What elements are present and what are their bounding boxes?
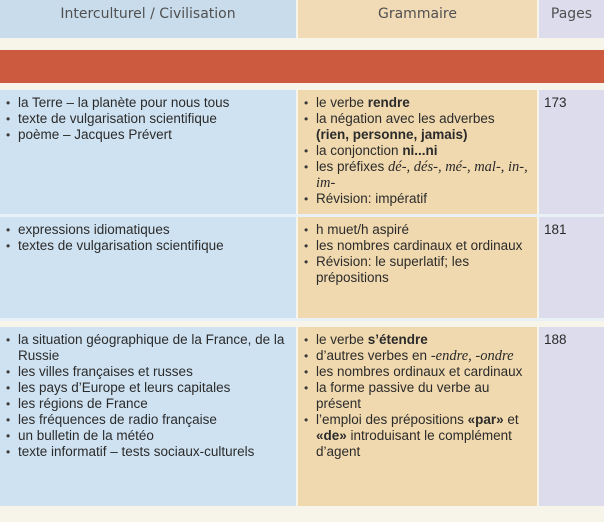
- grammar-text: le verbe: [316, 332, 368, 347]
- page-number: 181: [544, 222, 567, 237]
- grammar-text: les préfixes: [316, 159, 389, 174]
- page-number: 173: [544, 95, 567, 110]
- list-item: • les pays d’Europe et leurs capitales: [6, 380, 296, 396]
- grammar-cell: [298, 90, 537, 214]
- list-item: • la Terre – la planète pour nous tous: [6, 95, 296, 111]
- list-item: • textes de vulgarisation scientifique: [6, 238, 296, 254]
- grammar-text: l’emploi des prépositions: [316, 412, 468, 427]
- list-item: • expressions idiomatiques: [6, 222, 296, 238]
- row-divider: [0, 318, 604, 321]
- grammar-text: le verbe: [316, 95, 368, 110]
- list-item: • les villes françaises et russes: [6, 364, 296, 380]
- grammar-list: [298, 327, 537, 460]
- grammar-text: la négation avec les adverbes: [316, 111, 495, 126]
- page-cell: [539, 90, 604, 214]
- culture-cell: [0, 90, 296, 214]
- grammar-italic: dé-, dés-, mé-, mal-, in-, im-: [316, 159, 528, 191]
- header-grammar: Grammaire: [378, 6, 457, 22]
- table-row: [0, 327, 604, 506]
- grammar-keyword: (rien, personne, jamais): [316, 127, 468, 142]
- list-item: • Révision: impératif: [304, 191, 537, 207]
- grammar-text: et: [503, 412, 519, 427]
- list-item: [304, 159, 537, 191]
- table-row: [0, 217, 604, 318]
- grammar-cell: [298, 327, 537, 506]
- list-item: • texte de vulgarisation scientifique: [6, 111, 296, 127]
- list-item: • la situation géographique de la France, de la Russie: [6, 332, 296, 364]
- list-item: • Révision: le superlatif; les prépositions: [304, 254, 537, 286]
- header-grammar-cell: [298, 0, 537, 38]
- grammar-keyword: «de»: [316, 428, 347, 443]
- header-intercultural: Interculturel / Civilisation: [60, 6, 236, 22]
- list-item: • texte informatif – tests sociaux-culturels: [6, 444, 296, 460]
- table-row: [0, 90, 604, 214]
- header-pages-cell: [539, 0, 604, 38]
- list-item: • poème – Jacques Prévert: [6, 127, 296, 143]
- grammar-text: introduisant le complément d’agent: [316, 428, 512, 459]
- grammar-text: la conjonction: [316, 143, 403, 158]
- list-item: • les nombres cardinaux et ordinaux: [304, 238, 537, 254]
- list-item: • h muet/h aspiré: [304, 222, 537, 238]
- list-item: • les régions de France: [6, 396, 296, 412]
- grammar-list: [298, 90, 537, 207]
- grammar-keyword: rendre: [367, 95, 410, 110]
- grammar-cell: [298, 217, 537, 318]
- page-number: 188: [544, 332, 567, 347]
- list-item: • un bulletin de la météo: [6, 428, 296, 444]
- page-cell: [539, 327, 604, 506]
- list-item: [304, 348, 537, 364]
- grammar-keyword: ni...ni: [402, 143, 438, 158]
- list-item: • la forme passive du verbe au présent: [304, 380, 537, 412]
- list-item: • les nombres ordinaux et cardinaux: [304, 364, 537, 380]
- page-cell: [539, 217, 604, 318]
- unit-title-band: [0, 50, 604, 83]
- header-pages: Pages: [550, 6, 593, 22]
- grammar-italic: -endre, -ondre: [430, 348, 514, 364]
- grammar-text: d’autres verbes en: [316, 348, 431, 363]
- grammar-list: [298, 217, 537, 286]
- list-item: [304, 95, 537, 111]
- list-item: [304, 412, 537, 460]
- culture-list: [0, 217, 296, 254]
- grammar-keyword: s’étendre: [367, 332, 428, 347]
- culture-cell: [0, 217, 296, 318]
- list-item: [304, 111, 537, 143]
- culture-list: [0, 90, 296, 143]
- list-item: [304, 332, 537, 348]
- culture-cell: [0, 327, 296, 506]
- culture-list: [0, 327, 296, 460]
- header-intercultural-cell: [0, 0, 296, 38]
- grammar-keyword: «par»: [467, 412, 504, 427]
- list-item: • les fréquences de radio française: [6, 412, 296, 428]
- list-item: [304, 143, 537, 159]
